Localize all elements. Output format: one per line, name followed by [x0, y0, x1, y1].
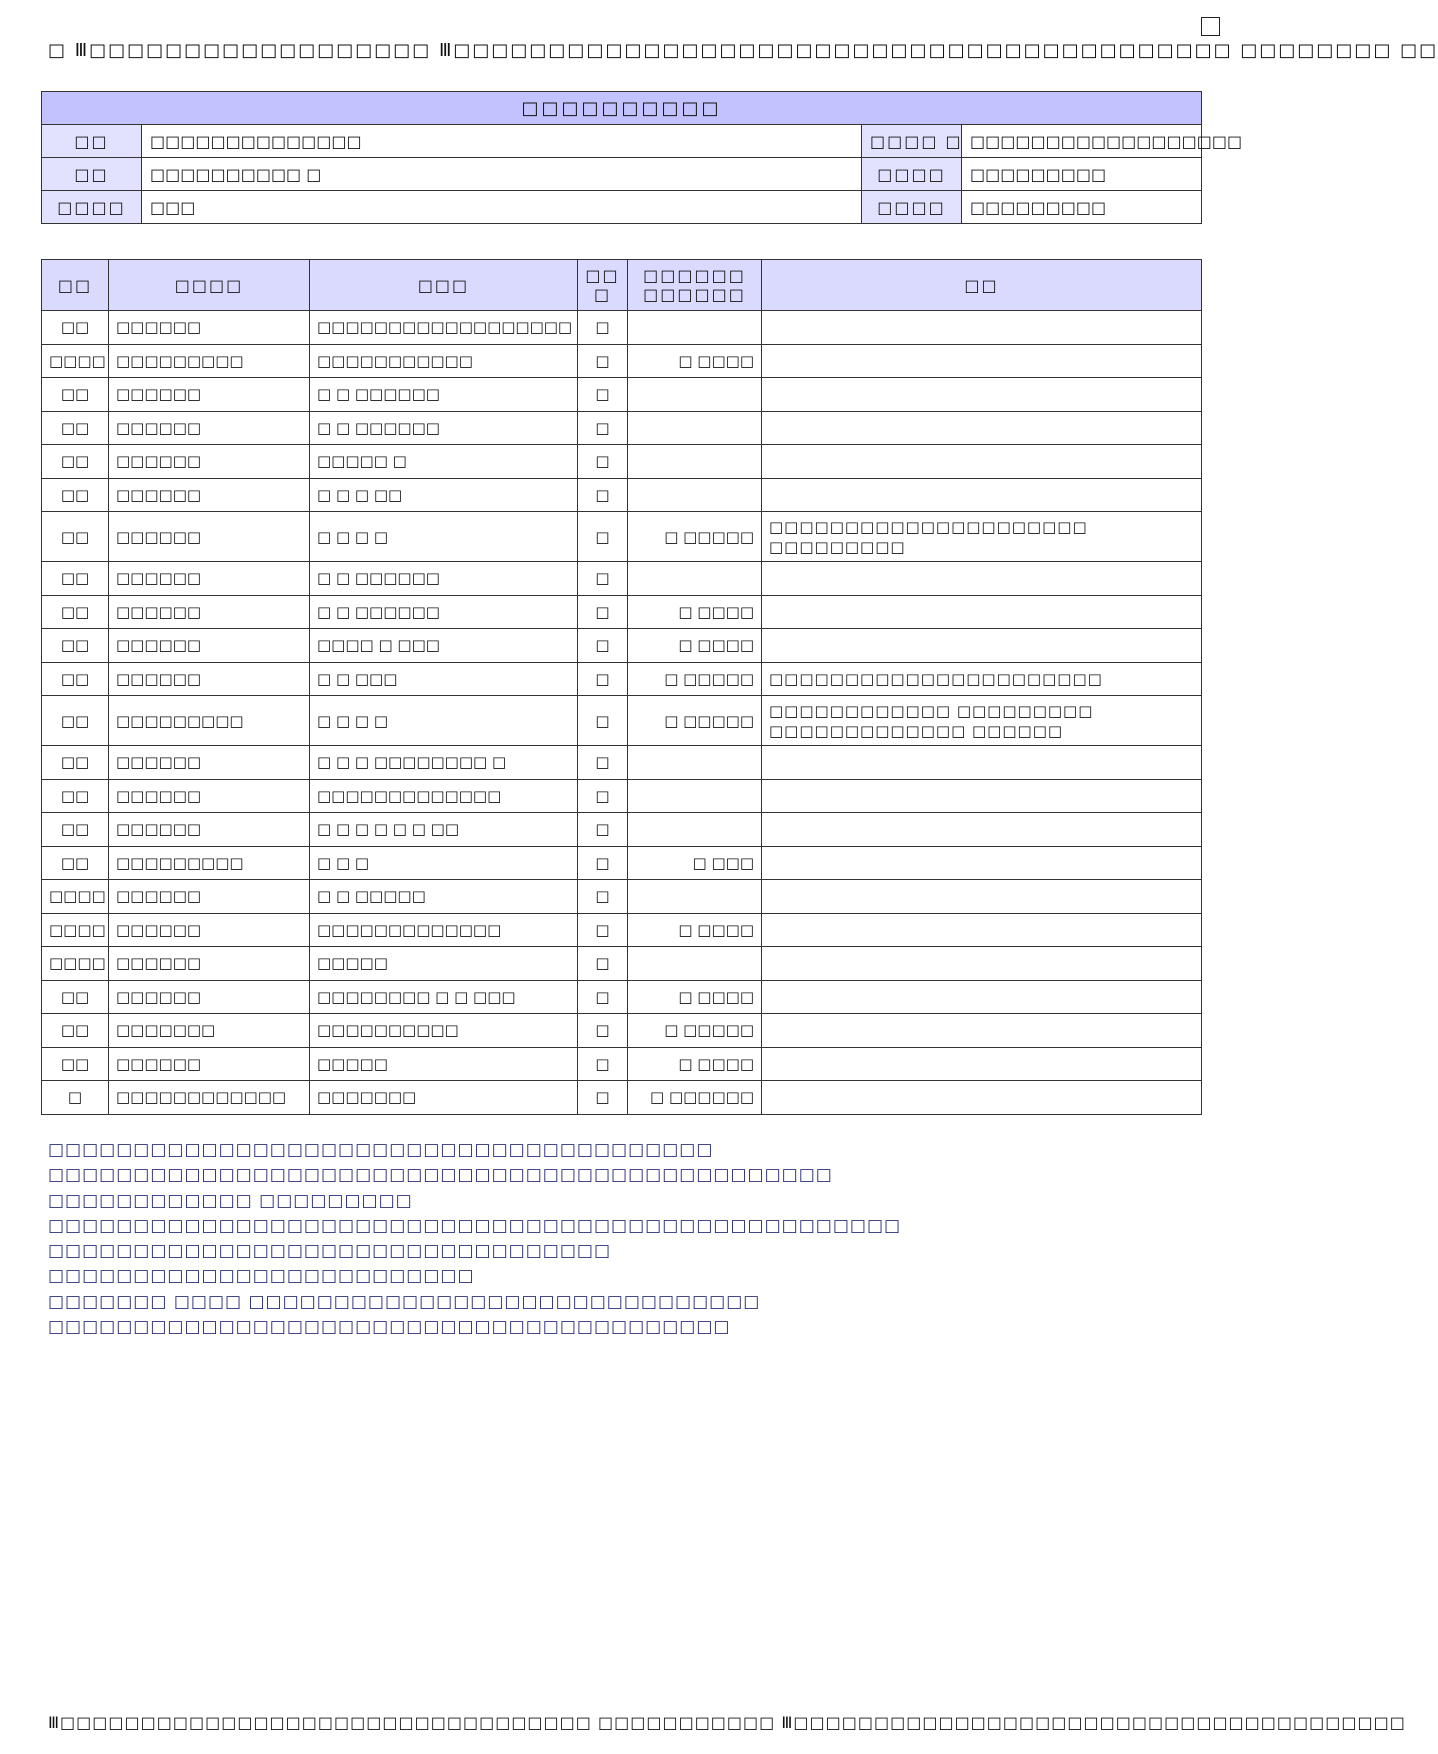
cell-check: □: [578, 562, 628, 596]
cell-name: □□□□□ □: [310, 445, 578, 479]
cell-code: □□□□□□: [109, 1047, 310, 1081]
cell-no: □□: [42, 595, 109, 629]
cell-note: [762, 378, 1202, 412]
cell-no: □□: [42, 1014, 109, 1048]
cell-note: [762, 980, 1202, 1014]
info-value: □□□: [142, 191, 862, 224]
note-line: □□□□□□□□□□□□□□□□□□□□□□□□□□□□□□□□□□□□□□□□□□□□□□□□□□: [48, 1215, 902, 1236]
info-label-2: □□□□: [862, 158, 962, 191]
info-table: [41, 91, 1243, 224]
cell-amount: [628, 880, 762, 914]
cell-note: [762, 1014, 1202, 1048]
cell-no: □□□□: [42, 344, 109, 378]
cell-check: □: [578, 746, 628, 780]
cell-name: □□□□□□□□□□: [310, 1014, 578, 1048]
document-footer: Ⅲ□□□□□□□□□□□□□□□□□□□□□□□□□□□□□□□□□ □□□□□□□□□□□ Ⅲ□□□□□□□□□□□□□□□□□□□□□□□□□□□□□□□□□□□□□□: [48, 1713, 1406, 1732]
cell-code: □□□□□□: [109, 378, 310, 412]
cell-name: □□□□□: [310, 1047, 578, 1081]
table-row: [42, 980, 1202, 1014]
cell-name: □ □ □ □□□□□□□□ □: [310, 746, 578, 780]
cell-no: □□: [42, 779, 109, 813]
info-label: □□□□: [42, 191, 142, 224]
cell-name: □□□□ □ □□□: [310, 629, 578, 663]
info-label: □□: [42, 125, 142, 158]
cell-amount: □ □□□□: [628, 595, 762, 629]
cell-no: □□: [42, 478, 109, 512]
cell-check: □: [578, 813, 628, 847]
cell-no: □□: [42, 746, 109, 780]
info-row: [42, 158, 1202, 191]
info-row: [42, 125, 1202, 158]
table-row: [42, 445, 1202, 479]
cell-check: □: [578, 779, 628, 813]
col-header-note: □□: [762, 260, 1202, 311]
cell-check: □: [578, 913, 628, 947]
cell-name: □□□□□□□□□□□: [310, 344, 578, 378]
cell-note: [762, 913, 1202, 947]
col-header-no: □□: [42, 260, 109, 311]
cell-amount: □ □□□□: [628, 980, 762, 1014]
cell-note: [762, 746, 1202, 780]
cell-code: □□□□□□: [109, 512, 310, 562]
cell-note: [762, 1047, 1202, 1081]
cell-no: □□□□: [42, 880, 109, 914]
info-value-2: □□□□□□□□□□□□□□□□□□: [962, 125, 1202, 158]
cell-no: □□: [42, 629, 109, 663]
cell-note: [762, 947, 1202, 981]
cell-no: □: [42, 1081, 109, 1115]
cell-code: □□□□□□: [109, 478, 310, 512]
cell-check: □: [578, 947, 628, 981]
table-row: [42, 1081, 1202, 1115]
cell-check: □: [578, 378, 628, 412]
cell-name: □□□□□□□□□□□□□: [310, 913, 578, 947]
cell-code: □□□□□□: [109, 445, 310, 479]
cell-no: □□: [42, 445, 109, 479]
cell-amount: [628, 411, 762, 445]
cell-code: □□□□□□: [109, 629, 310, 663]
cell-check: □: [578, 696, 628, 746]
cell-note: [762, 311, 1202, 345]
cell-check: □: [578, 311, 628, 345]
cell-code: □□□□□□: [109, 746, 310, 780]
cell-amount: [628, 378, 762, 412]
table-row: [42, 779, 1202, 813]
cell-amount: [628, 311, 762, 345]
cell-amount: □ □□□□: [628, 629, 762, 663]
table-row: [42, 311, 1202, 345]
cell-code: □□□□□□□□□: [109, 846, 310, 880]
table-row: [42, 746, 1202, 780]
cell-name: □ □ □ □ □ □ □□: [310, 813, 578, 847]
cell-amount: [628, 562, 762, 596]
cell-no: □□: [42, 696, 109, 746]
cell-no: □□□□: [42, 947, 109, 981]
cell-no: □□: [42, 378, 109, 412]
table-row: [42, 595, 1202, 629]
cell-code: □□□□□□□: [109, 1014, 310, 1048]
cell-code: □□□□□□: [109, 880, 310, 914]
cell-check: □: [578, 445, 628, 479]
info-value: □□□□□□□□□□□□□□: [142, 125, 862, 158]
cell-check: □: [578, 662, 628, 696]
cell-check: □: [578, 1081, 628, 1115]
cell-code: □□□□□□: [109, 779, 310, 813]
cell-name: □ □ □ □□: [310, 478, 578, 512]
cell-name: □□□□□□□□□□□□□□□□□□: [310, 311, 578, 345]
cell-amount: [628, 746, 762, 780]
cell-check: □: [578, 595, 628, 629]
cell-name: □ □ □: [310, 846, 578, 880]
cell-amount: [628, 445, 762, 479]
table-row: [42, 947, 1202, 981]
cell-check: □: [578, 980, 628, 1014]
cell-check: □: [578, 846, 628, 880]
cell-code: □□□□□□: [109, 311, 310, 345]
cell-no: □□: [42, 512, 109, 562]
cell-code: □□□□□□: [109, 947, 310, 981]
table-row: [42, 378, 1202, 412]
cell-name: □ □ □□□: [310, 662, 578, 696]
cell-no: □□: [42, 411, 109, 445]
cell-amount: □ □□□□□□: [628, 1081, 762, 1115]
cell-note: [762, 478, 1202, 512]
note-line: □□□□□□□□□□□□□□□□□□□□□□□□□: [48, 1266, 475, 1287]
cell-no: □□: [42, 846, 109, 880]
cell-note: [762, 411, 1202, 445]
info-label-2: □□□□ □: [862, 125, 962, 158]
cell-amount: □ □□□□: [628, 344, 762, 378]
table-header-row: [42, 260, 1202, 311]
cell-amount: □ □□□□□: [628, 1014, 762, 1048]
cell-no: □□: [42, 1047, 109, 1081]
cell-name: □ □ □□□□□□: [310, 378, 578, 412]
cell-name: □ □ □□□□□□: [310, 562, 578, 596]
cell-note: [762, 813, 1202, 847]
col-header-amount: □□□□□□ □□□□□□: [628, 260, 762, 311]
cell-note: □□□□□□□□□□□□□□□□□□□□□□: [762, 662, 1202, 696]
table-row: [42, 562, 1202, 596]
cell-code: □□□□□□□□□: [109, 696, 310, 746]
cell-check: □: [578, 512, 628, 562]
table-row: [42, 813, 1202, 847]
table-row: [42, 880, 1202, 914]
col-header-code: □□□□: [109, 260, 310, 311]
table-row: [42, 1047, 1202, 1081]
cell-note: □□□□□□□□□□□□□□□□□□□□□ □□□□□□□□□: [762, 512, 1202, 562]
cell-note: □□□□□□□□□□□□ □□□□□□□□□ □□□□□□□□□□□□□ □□□□□□: [762, 696, 1202, 746]
note-line: □□□□□□□□□□□□ □□□□□□□□□: [48, 1190, 413, 1211]
info-label: □□: [42, 158, 142, 191]
cell-no: □□: [42, 662, 109, 696]
table-row: [42, 696, 1202, 746]
table-row: [42, 478, 1202, 512]
cell-check: □: [578, 411, 628, 445]
cell-note: [762, 562, 1202, 596]
info-row: [42, 191, 1202, 224]
cell-check: □: [578, 478, 628, 512]
cell-no: □□: [42, 813, 109, 847]
cell-note: [762, 1081, 1202, 1115]
cell-name: □□□□□□□□□□□□□: [310, 779, 578, 813]
cell-name: □ □ □□□□□□: [310, 411, 578, 445]
cell-code: □□□□□□: [109, 980, 310, 1014]
cell-no: □□□□: [42, 913, 109, 947]
cell-code: □□□□□□: [109, 411, 310, 445]
col-header-name: □□□: [310, 260, 578, 311]
cell-amount: [628, 947, 762, 981]
page-marker-box: [1201, 17, 1220, 36]
cell-check: □: [578, 344, 628, 378]
cell-code: □□□□□□□□□: [109, 344, 310, 378]
table-row: [42, 662, 1202, 696]
note-line: □□□□□□□ □□□□ □□□□□□□□□□□□□□□□□□□□□□□□□□□□□□: [48, 1291, 761, 1312]
cell-check: □: [578, 629, 628, 663]
cell-no: □□: [42, 311, 109, 345]
cell-name: □ □ □ □: [310, 512, 578, 562]
cell-code: □□□□□□: [109, 813, 310, 847]
col-header-check: □□ □: [578, 260, 628, 311]
info-label-2: □□□□: [862, 191, 962, 224]
cell-amount: [628, 478, 762, 512]
cell-amount: □ □□□□: [628, 1047, 762, 1081]
cell-check: □: [578, 1047, 628, 1081]
note-line: □□□□□□□□□□□□□□□□□□□□□□□□□□□□□□□□□□□□□□□□: [48, 1317, 731, 1338]
cell-note: [762, 445, 1202, 479]
cell-amount: □ □□□□□: [628, 662, 762, 696]
cell-note: [762, 880, 1202, 914]
cell-note: [762, 344, 1202, 378]
table-row: [42, 629, 1202, 663]
table-row: [42, 411, 1202, 445]
info-value-2: □□□□□□□□□: [962, 191, 1202, 224]
cell-code: □□□□□□□□□□□□: [109, 1081, 310, 1115]
cell-code: □□□□□□: [109, 913, 310, 947]
cell-name: □□□□□□□: [310, 1081, 578, 1115]
cell-no: □□: [42, 562, 109, 596]
cell-amount: □ □□□: [628, 846, 762, 880]
table-row: [42, 913, 1202, 947]
cell-amount: □ □□□□: [628, 913, 762, 947]
cell-check: □: [578, 880, 628, 914]
cell-code: □□□□□□: [109, 562, 310, 596]
items-table: [41, 259, 1202, 1115]
table-row: [42, 344, 1202, 378]
info-title: □□□□□□□□□□: [42, 92, 1202, 125]
cell-no: □□: [42, 980, 109, 1014]
cell-amount: □ □□□□□: [628, 512, 762, 562]
cell-name: □ □ □□□□□□: [310, 595, 578, 629]
cell-name: □ □ □□□□□: [310, 880, 578, 914]
cell-check: □: [578, 1014, 628, 1048]
info-value: □□□□□□□□□□ □: [142, 158, 862, 191]
info-value-2: □□□□□□□□□: [962, 158, 1202, 191]
cell-amount: [628, 779, 762, 813]
note-line: □□□□□□□□□□□□□□□□□□□□□□□□□□□□□□□□□□□□□□□: [48, 1140, 714, 1160]
table-row: [42, 846, 1202, 880]
cell-amount: □ □□□□□: [628, 696, 762, 746]
cell-note: [762, 629, 1202, 663]
note-line: □□□□□□□□□□□□□□□□□□□□□□□□□□□□□□□□□□□□□□□□□□□□□□: [48, 1165, 833, 1186]
cell-name: □□□□□□□□ □ □ □□□: [310, 980, 578, 1014]
cell-code: □□□□□□: [109, 662, 310, 696]
cell-note: [762, 779, 1202, 813]
cell-note: [762, 846, 1202, 880]
table-row: [42, 512, 1202, 562]
table-body: [42, 311, 1202, 1115]
cell-code: □□□□□□: [109, 595, 310, 629]
note-line: □□□□□□□□□□□□□□□□□□□□□□□□□□□□□□□□□: [48, 1241, 612, 1262]
cell-name: □□□□□: [310, 947, 578, 981]
cell-name: □ □ □ □: [310, 696, 578, 746]
notes-section: [48, 1138, 1168, 1340]
document-header: □ Ⅲ□□□□□□□□□□□□□□□□□□ Ⅲ□□□□□□□□□□□□□□□□□□□□□□□□□□□□□□□□□□□□□□□□□ □□□□□□□□ □□: [48, 40, 1438, 61]
table-row: [42, 1014, 1202, 1048]
cell-note: [762, 595, 1202, 629]
cell-amount: [628, 813, 762, 847]
